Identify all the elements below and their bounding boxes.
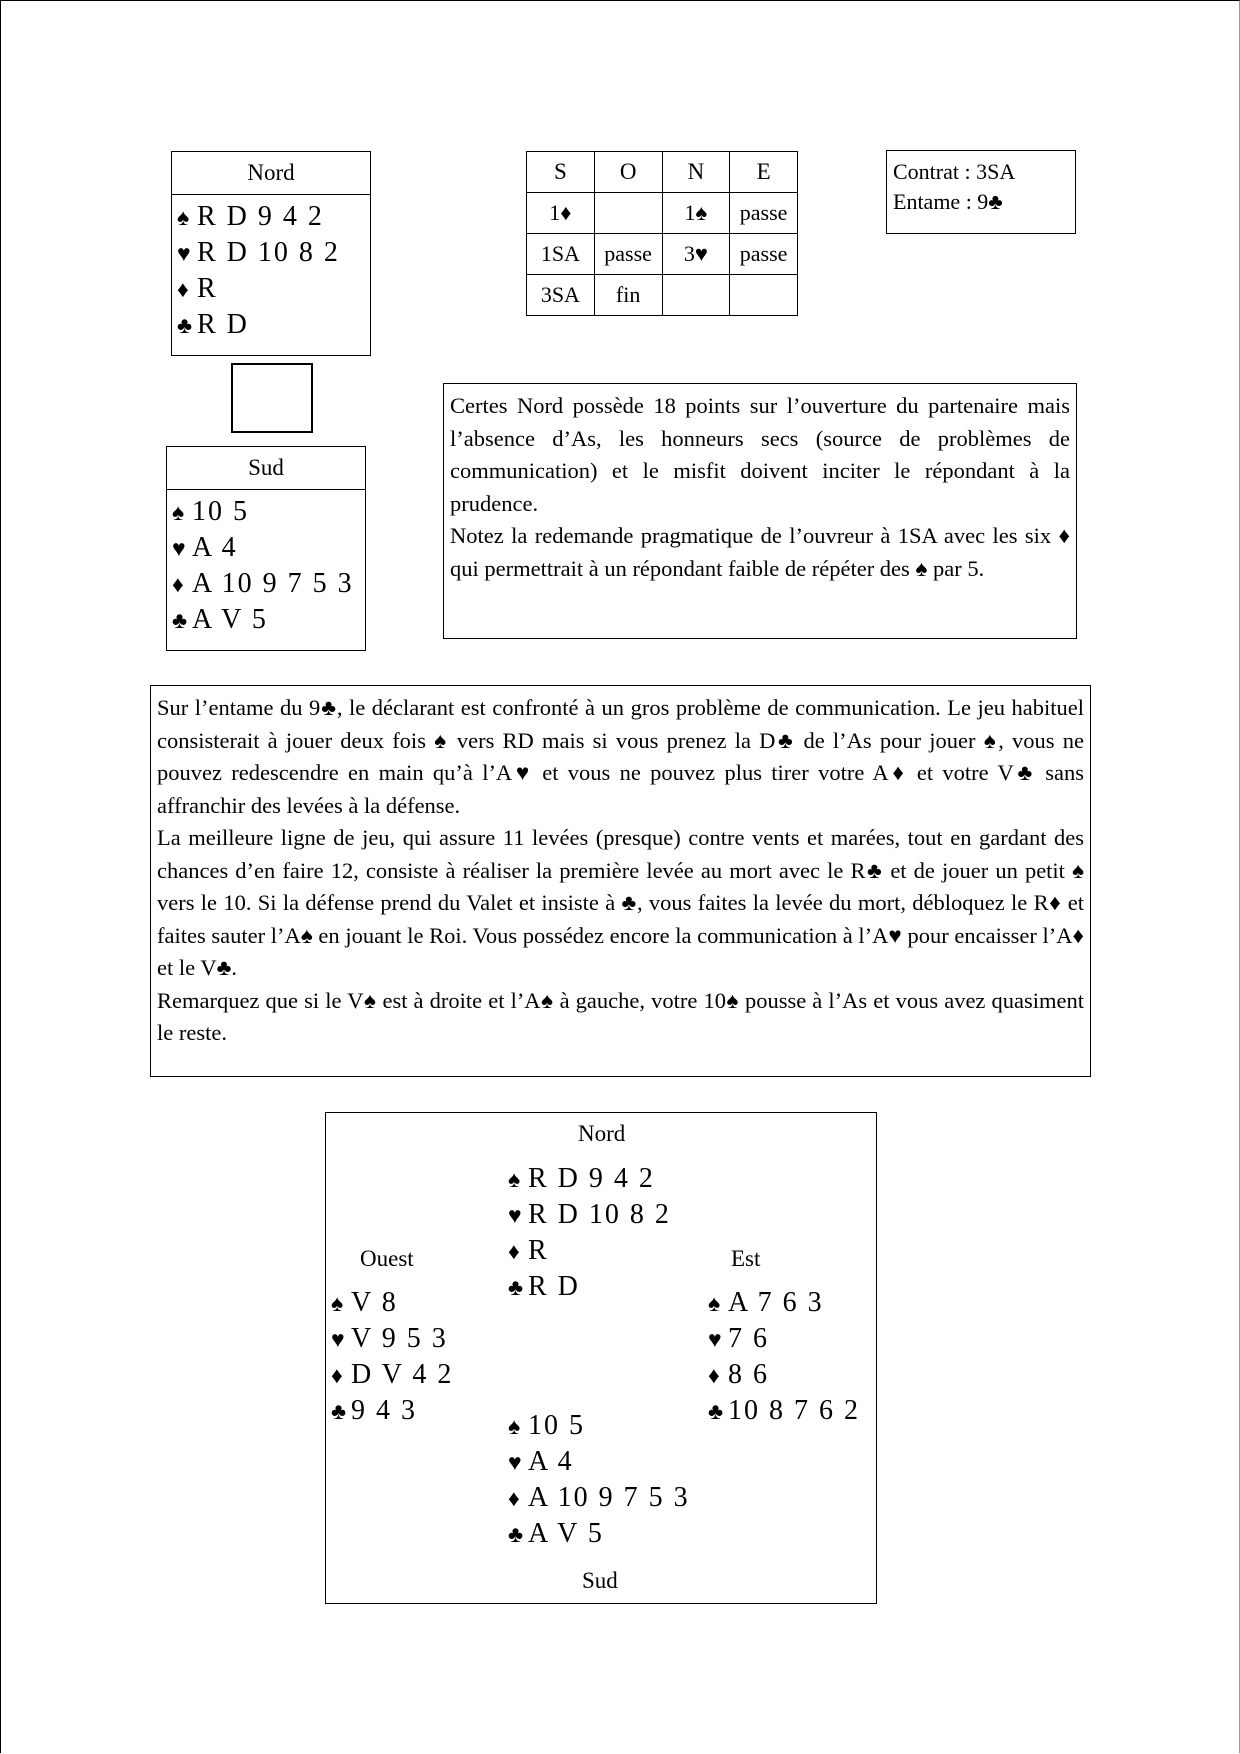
deal-west-hand — [331, 1285, 453, 1429]
deal-north-hearts: ♥ R D 10 8 2 — [508, 1197, 671, 1233]
deal-south-hand — [508, 1408, 690, 1552]
deal-north-hand — [508, 1161, 671, 1305]
deal-west-hearts: ♥ V 9 5 3 — [331, 1321, 453, 1357]
spade-icon: ♠ — [708, 1291, 721, 1316]
north-spades-cards: R D 9 4 2 — [197, 201, 324, 232]
deal-south-diamonds: ♦ A 10 9 7 5 3 — [508, 1480, 690, 1516]
bid-cell: fin — [594, 275, 662, 316]
diamond-icon: ♦ — [508, 1239, 520, 1264]
comment-paragraph: Sur l’entame du 9♣, le déclarant est confronté à un gros problème de communication. Le jeu habituel consisterait à jouer deux fois ♠ vers RD mais si vous prenez la D♣ de l’As pour jouer ♠, vous ne pouvez redescendre en main qu’à l’A♥ et vous ne pouvez plus tirer votre A♦ et votre V♣ sans affranchir des levées à la défense. — [157, 695, 1084, 818]
bidding-header: N — [662, 152, 730, 193]
north-hand-title: Nord — [172, 152, 370, 195]
spade-icon: ♠ — [508, 1167, 521, 1192]
comment-paragraph: Certes Nord possède 18 points sur l’ouverture du partenaire mais l’absence d’As, les honneurs secs (source de problèmes de communication) et le misfit doivent inciter le répondant à la prudence. — [450, 393, 1070, 516]
bidding-table — [526, 151, 798, 316]
bid-cell: 3♥ — [662, 234, 730, 275]
club-icon: ♣ — [508, 1275, 524, 1300]
bid-cell: passe — [594, 234, 662, 275]
south-clubs-cards: A V 5 — [192, 604, 268, 635]
south-clubs — [172, 602, 365, 638]
south-spades-cards: 10 5 — [192, 496, 249, 527]
club-icon: ♣ — [177, 313, 193, 338]
bid-cell — [662, 275, 730, 316]
heart-icon: ♥ — [508, 1450, 522, 1475]
club-icon: ♣ — [172, 608, 188, 633]
spade-icon: ♠ — [508, 1414, 521, 1439]
heart-icon: ♥ — [172, 536, 186, 561]
bidding-header: O — [594, 152, 662, 193]
north-hearts-cards: R D 10 8 2 — [197, 237, 340, 268]
comment-box-2 — [150, 685, 1091, 1077]
bid-cell: passe — [730, 193, 798, 234]
south-label: Sud — [582, 1568, 618, 1593]
deal-south-hearts: ♥ A 4 — [508, 1444, 690, 1480]
spade-icon: ♠ — [177, 205, 190, 230]
club-icon: ♣ — [508, 1522, 524, 1547]
deal-east-diamonds: ♦ 8 6 — [708, 1357, 860, 1393]
bid-cell: passe — [730, 234, 798, 275]
diamond-icon: ♦ — [172, 572, 184, 597]
east-label: Est — [731, 1246, 761, 1271]
deal-diagram — [325, 1112, 877, 1604]
south-hand-box — [166, 446, 366, 651]
bidding-row — [527, 275, 798, 316]
diamond-icon: ♦ — [331, 1363, 343, 1388]
bid-cell: 1♦ — [527, 193, 595, 234]
north-diamonds-cards: R — [197, 273, 218, 304]
heart-icon: ♥ — [177, 241, 191, 266]
deal-north-diamonds: ♦ R — [508, 1233, 671, 1269]
deal-east-clubs: ♣ 10 8 7 6 2 — [708, 1393, 860, 1429]
table-square — [231, 363, 313, 433]
bidding-row — [527, 234, 798, 275]
diamond-icon: ♦ — [508, 1486, 520, 1511]
bid-cell: 1♠ — [662, 193, 730, 234]
north-spades — [177, 199, 370, 235]
heart-icon: ♥ — [331, 1327, 345, 1352]
south-hearts — [172, 530, 365, 566]
south-spades — [172, 494, 365, 530]
north-clubs — [177, 307, 370, 343]
south-diamonds-cards: A 10 9 7 5 3 — [192, 568, 354, 599]
bidding-header-row — [527, 152, 798, 193]
comment-paragraph: Notez la redemande pragmatique de l’ouvreur à 1SA avec les six ♦ qui permettrait à un répondant faible de répéter des ♠ par 5. — [450, 523, 1070, 581]
deal-north-clubs: ♣ R D — [508, 1269, 671, 1305]
diamond-icon: ♦ — [708, 1363, 720, 1388]
south-hearts-cards: A 4 — [192, 532, 238, 563]
spade-icon: ♠ — [331, 1291, 344, 1316]
bidding-header: E — [730, 152, 798, 193]
club-icon: ♣ — [331, 1399, 347, 1424]
diamond-icon: ♦ — [177, 277, 189, 302]
heart-icon: ♥ — [708, 1327, 722, 1352]
west-label: Ouest — [360, 1246, 414, 1271]
bid-cell — [730, 275, 798, 316]
comment-box-1 — [443, 383, 1077, 639]
bid-cell — [594, 193, 662, 234]
club-icon: ♣ — [708, 1399, 724, 1424]
bid-cell: 1SA — [527, 234, 595, 275]
bid-cell: 3SA — [527, 275, 595, 316]
contract-line: Contrat : 3SA — [893, 159, 1016, 184]
opening-lead-line: Entame : 9♣ — [893, 189, 1003, 214]
south-diamonds — [172, 566, 365, 602]
bidding-header: S — [527, 152, 595, 193]
heart-icon: ♥ — [508, 1203, 522, 1228]
deal-west-diamonds: ♦ D V 4 2 — [331, 1357, 453, 1393]
south-hand-title: Sud — [167, 447, 365, 490]
north-label: Nord — [578, 1121, 626, 1146]
north-hearts — [177, 235, 370, 271]
deal-east-spades: ♠ A 7 6 3 — [708, 1285, 860, 1321]
north-clubs-cards: R D — [197, 309, 249, 340]
spade-icon: ♠ — [172, 500, 185, 525]
deal-south-clubs: ♣ A V 5 — [508, 1516, 690, 1552]
contract-box — [886, 150, 1076, 234]
north-diamonds — [177, 271, 370, 307]
deal-west-clubs: ♣ 9 4 3 — [331, 1393, 453, 1429]
deal-east-hearts: ♥ 7 6 — [708, 1321, 860, 1357]
deal-north-spades: ♠ R D 9 4 2 — [508, 1161, 671, 1197]
deal-south-spades: ♠ 10 5 — [508, 1408, 690, 1444]
deal-west-spades: ♠ V 8 — [331, 1285, 453, 1321]
north-hand-box — [171, 151, 371, 356]
bidding-row — [527, 193, 798, 234]
deal-east-hand — [708, 1285, 860, 1429]
comment-paragraph: Remarquez que si le V♠ est à droite et l’A♠ à gauche, votre 10♠ pousse à l’As et vous avez quasiment le reste. — [157, 987, 1084, 1045]
comment-paragraph: La meilleure ligne de jeu, qui assure 11 levées (presque) contre vents et marées, tout en gardant des chances d’en faire 12, consiste à réaliser la première levée au mort avec le R♣ et de jouer un petit ♠ vers le 10. Si la défense prend du Valet et insiste à ♣, vous faites la levée du mort, débloquez le R♦ et faites sauter l’A♠ en jouant le Roi. Vous possédez encore la communication à l’A♥ pour encaisser l’A♦ et le V♣. — [157, 825, 1084, 980]
